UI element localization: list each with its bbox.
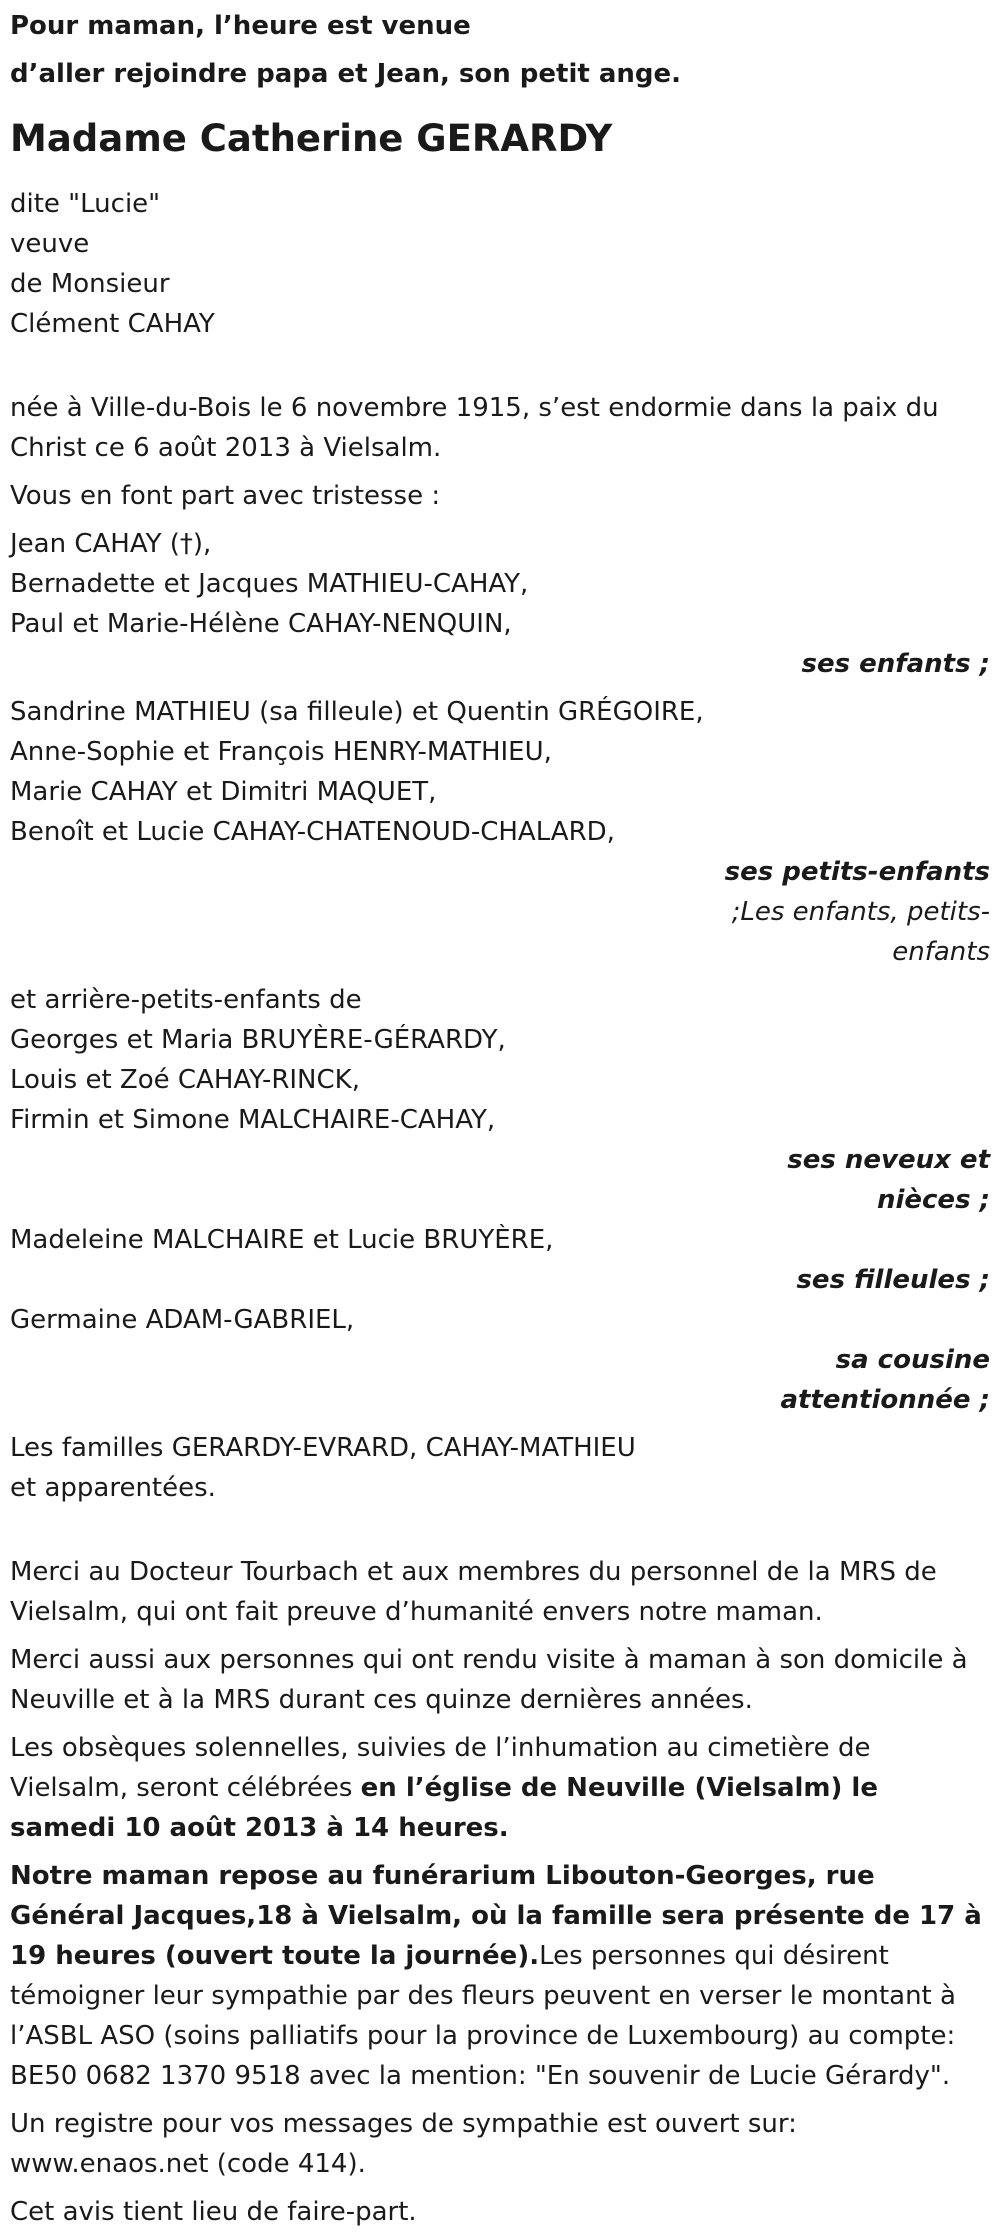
grandchildren-label-2b: enfants [892, 937, 990, 967]
deceased-alias: dite "Lucie" [10, 189, 161, 219]
intro-line-2: d’aller rejoindre papa et Jean, son petit ange. [10, 59, 682, 89]
funeral-info [10, 1728, 990, 1848]
deceased-name: Madame Catherine GERARDY [10, 117, 613, 160]
intro-quote [10, 0, 990, 98]
grandchildren-label: ses petits-enfants [724, 857, 990, 887]
funeral-text: Les obsèques solennelles, suivies de l’inhumation au cimetière de Vielsalm, seront célébrées [10, 1733, 871, 1803]
grandchild-4: Benoît et Lucie CAHAY-CHATENOUD-CHALARD, [10, 817, 615, 847]
closing-text: Cet avis tient lieu de faire-part. [10, 2197, 417, 2227]
funeral-bold: en l’église de Neuville (Vielsalm) le samedi 10 août 2013 à 14 heures. [10, 1773, 878, 1843]
goddaughters-label: ses filleules ; [796, 1265, 990, 1295]
nephews-label-1: ses neveux et [787, 1145, 990, 1175]
nephew-1: Georges et Maria BRUYÈRE-GÉRARDY, [10, 1025, 506, 1055]
rest-info [10, 1856, 990, 2096]
cousin-label-1: sa cousine [835, 1345, 990, 1375]
families-line-1: Les familles GERARDY-EVRARD, CAHAY-MATHIEU [10, 1433, 636, 1463]
child-3: Paul et Marie-Hélène CAHAY-NENQUIN, [10, 609, 512, 639]
grandchild-3: Marie CAHAY et Dimitri MAQUET, [10, 777, 437, 807]
deceased-details [10, 184, 990, 344]
grandchildren-label-2a: ;Les enfants, petits- [731, 897, 990, 927]
families-section [10, 1428, 990, 1508]
deceased-status: veuve [10, 229, 90, 259]
intro-line-1: Pour maman, l’heure est venue [10, 11, 471, 41]
thanks-doctor: Merci au Docteur Tourbach et aux membres du personnel de la MRS de Vielsalm, qui ont fait preuve d’humanité envers notre maman. [10, 1557, 937, 1627]
thanks-visitors: Merci aussi aux personnes qui ont rendu visite à maman à son domicile à Neuville et à la MRS durant ces quinze dernières années. [10, 1645, 968, 1715]
nephews-label-2: nièces ; [876, 1185, 990, 1215]
deceased-of: de Monsieur [10, 269, 170, 299]
rest-text: Les personnes qui désirent témoigner leur sympathie par des fleurs peuvent en verser le montant à l’ASBL ASO (soins palliatifs pour la province de Luxembourg) au compte: BE50 0682 1370 9518 avec la mention: "En souvenir de Lucie Gérardy". [10, 1941, 956, 2091]
deceased-spouse: Clément CAHAY [10, 309, 215, 339]
registry-info: Un registre pour vos messages de sympathie est ouvert sur: www.enaos.net (code 414). [10, 2109, 797, 2179]
child-1: Jean CAHAY (†), [10, 529, 212, 559]
cousin-item: Germaine ADAM-GABRIEL, [10, 1305, 355, 1335]
children-label: ses enfants ; [801, 649, 990, 679]
grandchild-1: Sandrine MATHIEU (sa filleule) et Quentin GRÉGOIRE, [10, 697, 704, 727]
grandchildren-section [10, 692, 990, 972]
nephew-3: Firmin et Simone MALCHAIRE-CAHAY, [10, 1105, 496, 1135]
children-section [10, 524, 990, 684]
nephews-intro: et arrière-petits-enfants de [10, 985, 362, 1015]
grandchild-2: Anne-Sophie et François HENRY-MATHIEU, [10, 737, 552, 767]
cousin-label-2: attentionnée ; [780, 1385, 990, 1415]
rest-bold: Notre maman repose au funérarium Libouton-Georges, rue Général Jacques,18 à Vielsalm, où la famille sera présente de 17 à 19 heures (ouvert toute la journée). [10, 1861, 982, 1971]
child-2: Bernadette et Jacques MATHIEU-CAHAY, [10, 569, 529, 599]
nephew-2: Louis et Zoé CAHAY-RINCK, [10, 1065, 360, 1095]
nephews-section [10, 980, 990, 1220]
birth-death-text: née à Ville-du-Bois le 6 novembre 1915, s’est endormie dans la paix du Christ ce 6 août 2013 à Vielsalm. [10, 393, 939, 463]
goddaughters-item: Madeleine MALCHAIRE et Lucie BRUYÈRE, [10, 1225, 554, 1255]
cousin-section [10, 1300, 990, 1420]
families-line-2: et apparentées. [10, 1473, 216, 1503]
announce-text: Vous en font part avec tristesse : [10, 481, 441, 511]
goddaughters-section [10, 1220, 990, 1300]
